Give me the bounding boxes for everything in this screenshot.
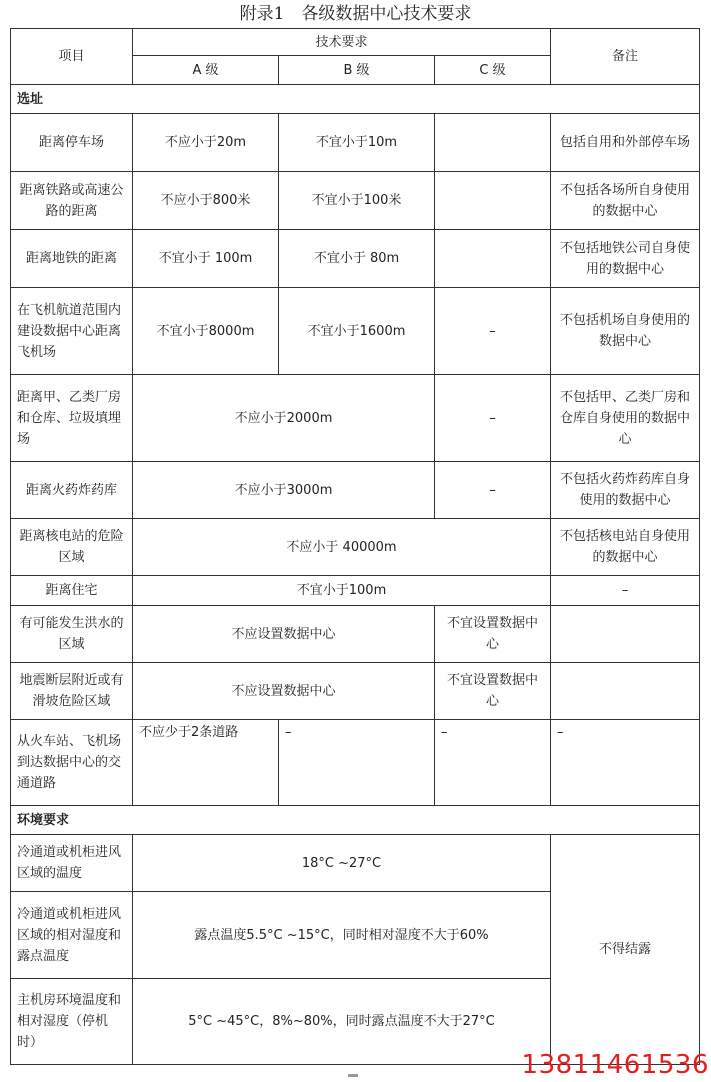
env-value: 露点温度5.5°C ~15°C，同时相对湿度不大于60%	[133, 892, 551, 979]
table-row	[11, 288, 700, 375]
header-note: 备注	[551, 29, 700, 85]
row-item: 距离住宅	[11, 576, 133, 606]
table-row	[11, 720, 700, 806]
row-note: 不包括核电站自身使用的数据中心	[551, 519, 700, 576]
row-grade-c: –	[435, 288, 551, 375]
env-value: 18°C ~27°C	[133, 835, 551, 892]
row-item: 在飞机航道范围内建设数据中心距离飞机场	[11, 288, 133, 375]
row-item: 距离铁路或高速公路的距离	[11, 172, 133, 230]
row-item: 距离核电站的危险区域	[11, 519, 133, 576]
table-row	[11, 606, 700, 663]
env-item: 冷通道或机柜进风区域的相对湿度和露点温度	[11, 892, 133, 979]
row-grade-c	[435, 172, 551, 230]
row-note: 不包括甲、乙类厂房和仓库自身使用的数据中心	[551, 375, 700, 462]
row-note: 包括自用和外部停车场	[551, 114, 700, 172]
table-row	[11, 576, 700, 606]
row-item: 地震断层附近或有滑坡危险区域	[11, 663, 133, 720]
row-item: 距离甲、乙类厂房和仓库、垃圾填埋场	[11, 375, 133, 462]
env-item: 主机房环境温度和相对湿度（停机时）	[11, 979, 133, 1065]
row-grade-a: 不应小于800米	[133, 172, 279, 230]
row-item: 距离地铁的距离	[11, 230, 133, 288]
row-grade-b: 不宜小于10m	[279, 114, 435, 172]
row-grade-b: –	[279, 720, 435, 806]
row-grade-b: 不宜小于 80m	[279, 230, 435, 288]
row-grade-c: –	[435, 720, 551, 806]
watermark-phone: 13811461536	[521, 1050, 709, 1080]
page-title: 附录1 各级数据中心技术要求	[239, 4, 472, 24]
row-grade-c: 不宜设置数据中心	[435, 606, 551, 663]
row-grade-c: –	[435, 462, 551, 519]
header-grade-a: A 级	[133, 56, 279, 85]
row-grade-abc: 不应小于 40000m	[133, 519, 551, 576]
row-note: 不包括火药炸药库自身使用的数据中心	[551, 462, 700, 519]
row-note: –	[551, 576, 700, 606]
row-grade-b: 不宜小于1600m	[279, 288, 435, 375]
row-grade-c: –	[435, 375, 551, 462]
row-note: 不包括机场自身使用的数据中心	[551, 288, 700, 375]
row-note	[551, 663, 700, 720]
table-row	[11, 519, 700, 576]
header-tech: 技术要求	[133, 29, 551, 56]
row-grade-ab: 不应设置数据中心	[133, 606, 435, 663]
row-item: 距离停车场	[11, 114, 133, 172]
row-grade-a: 不宜小于8000m	[133, 288, 279, 375]
row-item: 距离火药炸药库	[11, 462, 133, 519]
requirements-table	[10, 28, 700, 1065]
header-item: 项目	[11, 29, 133, 85]
table-row	[11, 172, 700, 230]
table-row	[11, 114, 700, 172]
row-grade-c: 不宜设置数据中心	[435, 663, 551, 720]
row-grade-ab: 不应设置数据中心	[133, 663, 435, 720]
section-site: 选址	[11, 85, 700, 114]
row-note: 不包括地铁公司自身使用的数据中心	[551, 230, 700, 288]
env-value: 5°C ~45°C，8%~80%，同时露点温度不大于27°C	[133, 979, 551, 1065]
row-item: 从火车站、飞机场到达数据中心的交通道路	[11, 720, 133, 806]
row-note	[551, 606, 700, 663]
row-grade-c	[435, 230, 551, 288]
row-grade-ab: 不应小于2000m	[133, 375, 435, 462]
table-row	[11, 375, 700, 462]
table-row	[11, 835, 700, 892]
row-grade-c	[435, 114, 551, 172]
table-row	[11, 663, 700, 720]
section-environment: 环境要求	[11, 806, 700, 835]
row-note: 不包括各场所自身使用的数据中心	[551, 172, 700, 230]
row-grade-b: 不宜小于100米	[279, 172, 435, 230]
row-grade-a: 不宜小于 100m	[133, 230, 279, 288]
row-grade-a: 不应小于20m	[133, 114, 279, 172]
table-row	[11, 462, 700, 519]
row-item: 有可能发生洪水的区域	[11, 606, 133, 663]
row-grade-abc: 不宜小于100m	[133, 576, 551, 606]
env-note: 不得结露	[551, 835, 700, 1065]
env-item: 冷通道或机柜进风区域的温度	[11, 835, 133, 892]
page-mark	[348, 1074, 358, 1077]
row-grade-a: 不应少于2条道路	[133, 720, 279, 806]
header-grade-c: C 级	[435, 56, 551, 85]
row-grade-ab: 不应小于3000m	[133, 462, 435, 519]
row-note: –	[551, 720, 700, 806]
table-row	[11, 230, 700, 288]
header-grade-b: B 级	[279, 56, 435, 85]
